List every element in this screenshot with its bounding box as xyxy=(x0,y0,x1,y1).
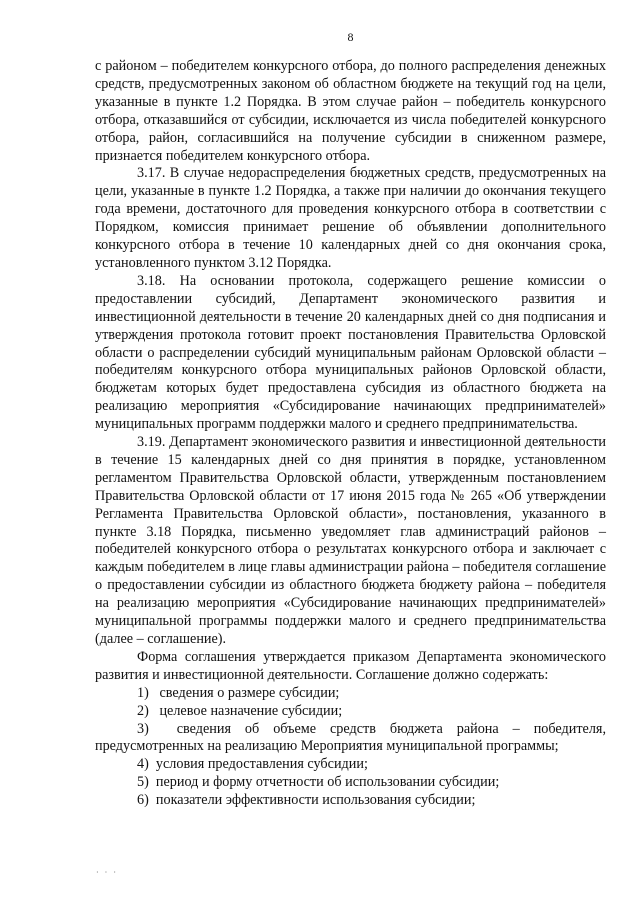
list-item-3: 3) сведения об объеме средств бюджета района – победителя, предусмотренных на реализацию Мероприятия муниципальной программы; xyxy=(95,720,606,755)
list-item-1: 1) сведения о размере субсидии; xyxy=(137,684,340,701)
paragraph-3-17: 3.17. В случае недораспределения бюджетных средств, предусмотренных на цели, указанные в пункте 1.2 Порядка, а также при наличии до окончания текущего года времени, достаточного для проведения конкурсного отбора в соответствии с Порядком, комиссия принимает решение об объявлении дополнительного конкурсного отбора в течение 10 календарных дней со дня окончания срока, установленного пунктом 3.12 Порядка. xyxy=(95,165,606,271)
document-body xyxy=(95,58,606,810)
page-number: 8 xyxy=(347,30,354,44)
list-item-4: 4) условия предоставления субсидии; xyxy=(137,756,368,773)
list-item-6: 6) показатели эффективности использования субсидии; xyxy=(137,792,476,809)
scan-artifact-mark: · · · xyxy=(96,868,118,877)
list-item-2: 2) целевое назначение субсидии; xyxy=(137,702,343,719)
paragraph-3-18: 3.18. На основании протокола, содержащего решение комиссии о предоставлении субсидий, Департамент экономического развития и инвестиционной деятельности в течение 20 календарных дней со дня подписания и утверждения протокола готовит проект постановления Правительства Орловской области о распределении субсидий муниципальным районам Орловской области – победителям конкурсного отбора муниципальных районов Орловской области, бюджетам которых будет предоставлена субсидия из областного бюджета на реализацию мероприятия «Субсидирование начинающих предпринимателей» муниципальных программ поддержки малого и среднего предпринимательства. xyxy=(95,272,606,433)
paragraph-continuation: с районом – победителем конкурсного отбора, до полного распределения денежных средств, предусмотренных законом об областном бюджете на текущий год на цели, указанные в пункте 1.2 Порядка. В этом случае район – победитель конкурсного отбора, отказавшийся от субсидии, исключается из числа победителей конкурсного отбора, район, согласившийся на получение субсидии в сниженном размере, признается победителем конкурсного отбора. xyxy=(95,58,606,164)
paragraph-3-19: 3.19. Департамент экономического развития и инвестиционной деятельности в течение 15 календарных дней со дня принятия в порядке, установленном регламентом Правительства Орловской области, утвержденным постановлением Правительства Орловской области от 17 июня 2015 года № 265 «Об утверждении Регламента Правительства Орловской области», постановления, указанного в пункте 3.18 Порядка, письменно уведомляет глав администраций районов – победителей конкурсного отбора о результатах конкурсного отбора и заключает с каждым победителем в лице главы администрации района – победителя соглашение о предоставлении субсидии из областного бюджета бюджету района – победителя на реализацию мероприятия «Субсидирование начинающих предпринимателей» муниципальной программы поддержки малого и среднего предпринимательства (далее – соглашение). xyxy=(95,434,606,647)
paragraph-agreement-form: Форма соглашения утверждается приказом Департамента экономического развития и инвестиционной деятельности. Соглашение должно содержать: xyxy=(95,648,606,683)
list-item-5: 5) период и форму отчетности об использовании субсидии; xyxy=(137,774,500,791)
